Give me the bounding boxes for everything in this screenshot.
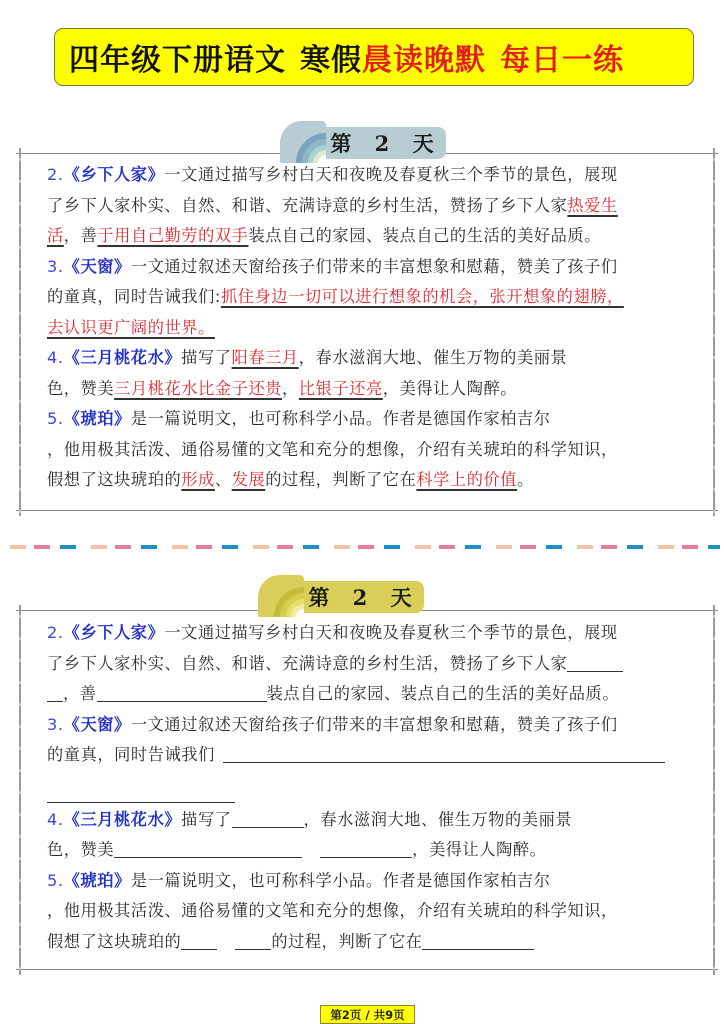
section-divider — [10, 545, 720, 549]
answer-blank[interactable] — [320, 838, 412, 858]
item-text: 的过程，判断了它在 — [271, 931, 423, 951]
item-text: 的童真，同时告诫我们: — [47, 287, 221, 306]
item-text: 一文通过叙述天窗给孩子们带来的丰富想象和慰藉，赞美了孩子们 — [130, 256, 618, 276]
item-text: 的童真，同时告诫我们 — [47, 745, 215, 764]
answer-blank[interactable] — [47, 682, 63, 702]
item-text: ，美得让人陶醉。 — [382, 378, 518, 398]
item-text: ， — [282, 378, 299, 398]
item-number: 3. — [47, 714, 64, 734]
list-item — [47, 404, 687, 435]
item-text: ，他用极其活泼、通俗易懂的文笔和充分的想像，介绍有关琥珀的科学知识， — [47, 439, 618, 459]
book-title: 《琥珀》 — [63, 409, 131, 428]
item-number: 4. — [47, 809, 64, 829]
answer-text: 抓住身边一切可以进行想象的机会，张开想象的翅膀， — [220, 287, 624, 306]
book-title: 《乡下人家》 — [63, 623, 165, 642]
answer-text: 比银子还亮 — [298, 378, 383, 398]
text-line — [47, 679, 687, 710]
page-indicator — [320, 1005, 415, 1024]
answer-blank[interactable] — [422, 930, 534, 950]
item-number: 3. — [47, 256, 64, 276]
item-text: 的过程，判断了它在 — [265, 470, 417, 489]
exercise-content — [47, 618, 687, 957]
list-item — [47, 252, 687, 283]
text-line — [47, 771, 687, 803]
book-title: 《天窗》 — [63, 714, 131, 734]
list-item — [47, 866, 687, 897]
item-number: 5. — [47, 409, 64, 428]
text-line — [47, 282, 687, 313]
item-text: ，美得让人陶醉。 — [412, 840, 547, 859]
item-text: 描写了 — [181, 348, 232, 367]
answer-blank[interactable] — [114, 838, 302, 858]
item-text: 是一篇说明文，也可称科学小品。作者是德国作家柏吉尔 — [130, 870, 551, 890]
item-text: 、 — [214, 470, 232, 489]
answer-text: 形成 — [181, 470, 215, 489]
text-line — [47, 740, 687, 771]
item-text: 是一篇说明文，也可称科学小品。作者是德国作家柏吉尔 — [130, 409, 551, 428]
item-text: 一文通过叙述天窗给孩子们带来的丰富想象和慰藉，赞美了孩子们 — [130, 714, 618, 734]
answer-text: 于用自己勤劳的双手 — [97, 226, 249, 245]
book-title: 《三月桃花水》 — [63, 809, 182, 829]
item-text: 假想了这块琥珀的 — [47, 931, 182, 951]
answer-blank[interactable] — [181, 930, 217, 950]
item-number: 5. — [47, 870, 64, 890]
ribbon-curl-icon — [258, 575, 304, 617]
answer-blank[interactable] — [223, 743, 665, 763]
answer-blank[interactable] — [235, 930, 271, 950]
day-badge-answers — [288, 127, 446, 159]
text-line — [47, 313, 687, 344]
item-text: 装点自己的家园、装点自己的生活的美好品质。 — [248, 226, 602, 245]
answer-content — [47, 160, 687, 496]
text-line — [47, 649, 687, 680]
item-text: 假想了这块琥珀的 — [47, 470, 182, 489]
list-item — [47, 618, 687, 649]
item-number: 2. — [47, 165, 64, 184]
list-item — [47, 805, 687, 836]
text-line — [47, 896, 687, 927]
answer-text: 阳春三月 — [231, 348, 299, 367]
answer-text: 去认识更广阔的世界。 — [47, 317, 215, 337]
item-text: 一文通过描写乡村白天和夜晚及春夏秋三个季节的景色，展现 — [164, 623, 618, 642]
text-line — [47, 927, 687, 958]
answer-blank[interactable] — [567, 652, 623, 672]
text-line — [47, 191, 687, 222]
item-text: 色，赞美 — [47, 378, 115, 398]
answer-blank[interactable] — [97, 682, 267, 702]
item-text: 色，赞美 — [47, 840, 115, 859]
item-text: 了乡下人家朴实、自然、和谐、充满诗意的乡村生活，赞扬了乡下人家 — [47, 195, 568, 215]
text-line — [47, 435, 687, 466]
item-text: 了乡下人家朴实、自然、和谐、充满诗意的乡村生活，赞扬了乡下人家 — [47, 653, 568, 673]
list-item — [47, 710, 687, 741]
list-item — [47, 160, 687, 191]
book-title: 《天窗》 — [63, 256, 131, 276]
item-text: 描写了 — [181, 809, 232, 829]
item-text: ，春水滋润大地、催生万物的美丽景 — [298, 348, 568, 367]
item-text: ，善 — [63, 226, 98, 245]
item-number: 4. — [47, 348, 64, 367]
answer-blank[interactable] — [47, 783, 235, 803]
item-text: ，春水滋润大地、催生万物的美丽景 — [303, 809, 573, 829]
item-text: 一文通过描写乡村白天和夜晚及春夏秋三个季节的景色，展现 — [164, 165, 618, 184]
title-morning-reading: 晨读晚默 — [362, 43, 486, 78]
item-number: 2. — [47, 623, 64, 642]
title-banner — [54, 28, 694, 86]
page-indicator-label: 第2页 / 共9页 — [330, 1007, 405, 1022]
answer-text: 三月桃花水比金子还贵 — [114, 378, 283, 398]
book-title: 《琥珀》 — [63, 870, 131, 890]
ribbon-curl-icon — [280, 121, 326, 163]
answer-text: 热爱生 — [567, 195, 618, 215]
answer-text: 科学上的价值 — [416, 470, 518, 489]
answer-text: 发展 — [231, 470, 266, 489]
title-grade: 四年级下册语文 — [69, 43, 286, 78]
item-text: 装点自己的家园、装点自己的生活的美好品质。 — [266, 684, 620, 703]
text-line — [47, 221, 687, 252]
list-item — [47, 343, 687, 374]
title-daily-practice: 每日一练 — [500, 43, 624, 78]
text-line — [47, 835, 687, 866]
book-title: 《乡下人家》 — [63, 165, 165, 184]
item-text: 。 — [517, 470, 534, 489]
day-badge-exercise — [266, 581, 424, 613]
answer-text: 活 — [47, 226, 64, 245]
title-winter-break: 寒假 — [300, 43, 362, 78]
answer-blank[interactable] — [232, 808, 304, 828]
book-title: 《三月桃花水》 — [63, 348, 182, 367]
item-text: ，善 — [63, 684, 97, 703]
text-line — [47, 374, 687, 405]
day-badge-label: 第 2 天 — [308, 585, 420, 610]
day-badge-label: 第 2 天 — [330, 131, 442, 156]
item-text: ，他用极其活泼、通俗易懂的文笔和充分的想像，介绍有关琥珀的科学知识， — [47, 901, 618, 920]
text-line — [47, 465, 687, 496]
